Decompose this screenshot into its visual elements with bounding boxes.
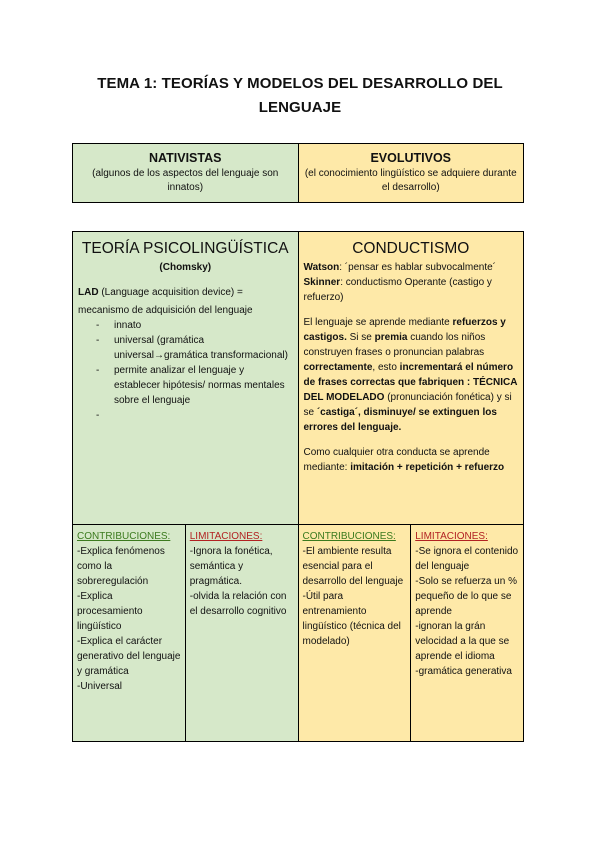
evolutivos-cell xyxy=(298,144,524,203)
conductismo-cell xyxy=(298,232,524,525)
evolutivos-heading: EVOLUTIVOS xyxy=(370,151,452,165)
lad-definition xyxy=(78,285,293,300)
list-item: -Se ignora el contenido del lenguaje xyxy=(415,546,519,572)
list-item: -Útil para entrenamiento lingüístico (técnica del modelado) xyxy=(302,591,401,647)
p2-b: imitación + repetición + refuerzo xyxy=(350,462,505,473)
theories-table xyxy=(72,231,524,742)
page-title xyxy=(60,72,540,120)
list-item: - innato xyxy=(96,318,293,333)
p1-d: premia xyxy=(374,332,408,343)
cond-contributions-cell xyxy=(298,525,411,742)
title-line-2: LENGUAJE xyxy=(258,99,342,116)
list-item: -gramática generativa xyxy=(415,666,512,677)
psico-contributions-heading: CONTRIBUCIONES: xyxy=(77,531,171,542)
psicolinguistica-cell xyxy=(73,232,299,525)
p1-g: , esto xyxy=(372,362,400,373)
lad-text-2: mecanismo de adquisición del lenguaje xyxy=(78,305,253,316)
p1-f: correctamente xyxy=(303,362,373,373)
nativistas-desc: (algunos de los aspectos del lenguaje son innatos) xyxy=(92,168,279,193)
list-item: -Ignora la fonética, semántica y pragmática. xyxy=(189,546,273,587)
conductismo-title: CONDUCTISMO xyxy=(352,240,470,257)
p1-a: El lenguaje se aprende mediante xyxy=(303,317,453,328)
p1-c: Si se xyxy=(346,332,375,343)
list-item: -Solo se refuerza un % pequeño de lo que se aprende xyxy=(415,576,517,617)
watson-label: Watson xyxy=(303,262,340,273)
lad-text: (Language acquisition device) = xyxy=(98,287,243,298)
lad-label: LAD xyxy=(78,287,99,298)
title-line-1: TEMA 1: TEORÍAS Y MODELOS DEL DESARROLLO DEL xyxy=(97,75,503,92)
cond-limitations-heading: LIMITACIONES: xyxy=(415,531,488,542)
psico-contributions-cell xyxy=(73,525,186,742)
conductismo-paragraph-2 xyxy=(304,445,519,475)
list-item: -Explica procesamiento lingüístico xyxy=(77,591,143,632)
header-table xyxy=(72,143,524,203)
psico-list xyxy=(78,318,293,423)
list-item: -Explica fenómenos como la sobreregulación xyxy=(77,546,165,587)
conductismo-paragraph-1 xyxy=(304,315,519,435)
cond-contributions-heading: CONTRIBUCIONES: xyxy=(302,531,396,542)
cond-limitations-cell xyxy=(411,525,524,742)
skinner-text: : conductismo Operante (castigo y refuerzo) xyxy=(303,277,492,303)
skinner-line xyxy=(304,275,519,305)
p1-i: (pronunciación fonética) y si se xyxy=(303,392,512,418)
list-item: - universal (gramática universal→gramática transformacional) xyxy=(96,333,293,363)
list-item: -Explica el carácter generativo del lenguaje y gramática xyxy=(77,636,181,677)
psico-limitations-cell xyxy=(185,525,298,742)
list-item: - permite analizar el lenguaje y establecer hipótesis/ normas mentales sobre el lenguaje xyxy=(96,363,293,408)
p1-e: cuando los niños construyen frases o pronuncian palabras xyxy=(303,332,486,358)
psicolinguistica-title: TEORÍA PSICOLINGÜÍSTICA xyxy=(81,240,289,257)
evolutivos-desc: (el conocimiento lingüístico se adquiere durante el desarrollo) xyxy=(304,168,517,193)
p2-a: Como cualquier otra conducta se aprende mediante: xyxy=(303,447,490,473)
p1-h: incrementará el número de frases correctas que fabriquen : TÉCNICA DEL MODELADO xyxy=(303,362,518,403)
psicolinguistica-author: (Chomsky) xyxy=(159,262,212,273)
psico-limitations-heading: LIMITACIONES: xyxy=(189,531,263,542)
watson-text: : ´pensar es hablar subvocalmente´ xyxy=(339,262,496,273)
skinner-label: Skinner xyxy=(303,277,341,288)
nativistas-cell xyxy=(73,144,299,203)
p1-j: ´castiga´, disminuye/ se extinguen los errores del lenguaje. xyxy=(303,407,497,433)
nativistas-heading: NATIVISTAS xyxy=(149,151,222,165)
list-item: -El ambiente resulta esencial para el desarrollo del lenguaje xyxy=(302,546,404,587)
watson-line xyxy=(304,260,519,275)
list-item: -Universal xyxy=(77,681,123,692)
list-item: -ignoran la grán velocidad a la que se aprende el idioma xyxy=(415,621,510,662)
p1-b: refuerzos y castigos. xyxy=(303,317,506,343)
list-item: -olvida la relación con el desarrollo cognitivo xyxy=(189,591,287,617)
list-item xyxy=(96,408,293,423)
